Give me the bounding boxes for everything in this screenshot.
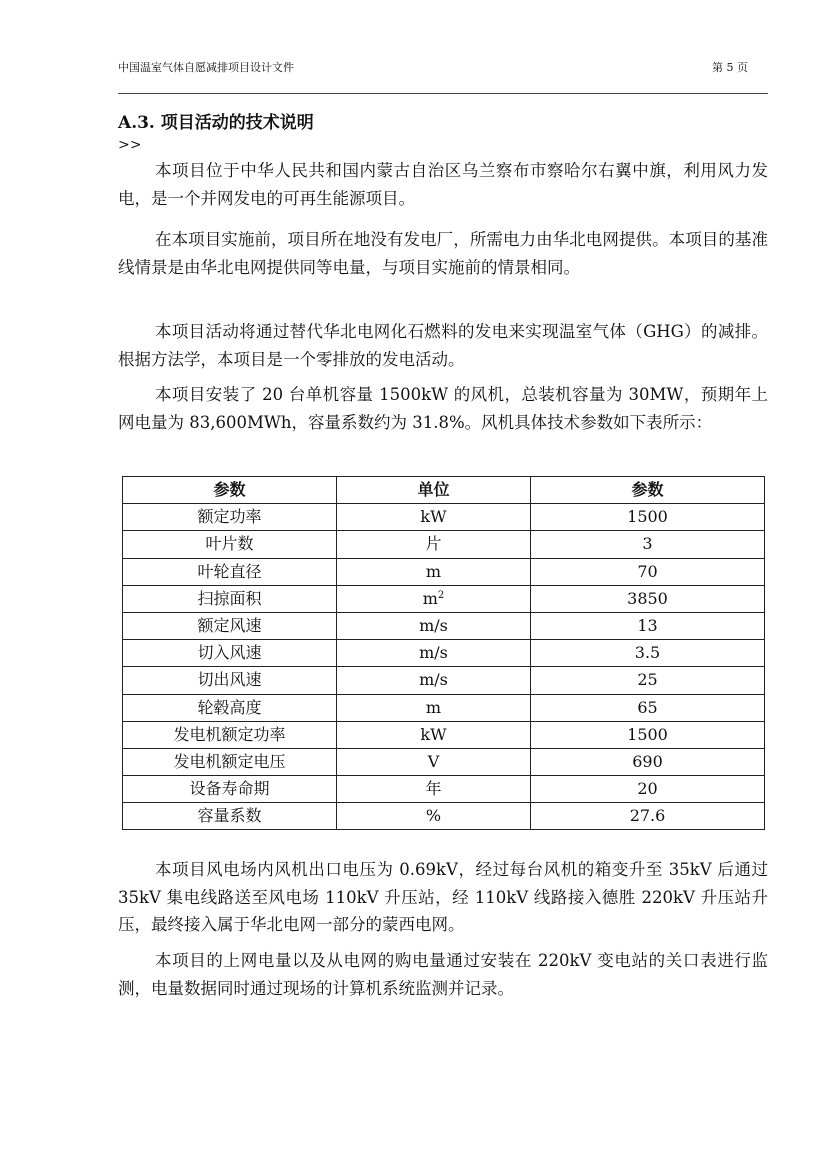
value-cell: 1500 <box>531 504 765 531</box>
unit-text: m/s <box>419 670 448 690</box>
table-row <box>123 776 765 803</box>
paragraph-grid-connection: 本项目风电场内风机出口电压为 0.69kV，经过每台风机的箱变升至 35kV 后通过 35kV 集电线路送至风电场 110kV 升压站，经 110kV 线路接入德胜 220kV 升压站升压，最终接入属于华北电网一部分的蒙西电网。 <box>118 860 768 934</box>
parameter-name-cell: 设备寿命期 <box>123 776 337 803</box>
paragraph-baseline: 在本项目实施前，项目所在地没有发电厂，所需电力由华北电网提供。本项目的基准线情景是由华北电网提供同等电量，与项目实施前的情景相同。 <box>118 230 768 277</box>
unit-text: kW <box>420 724 447 744</box>
parameter-name-cell: 额定风速 <box>123 612 337 639</box>
unit-text: 片 <box>425 534 442 554</box>
paragraph-emission-reduction: 本项目活动将通过替代华北电网化石燃料的发电来实现温室气体（GHG）的减排。根据方法学，本项目是一个零排放的发电活动。 <box>118 322 768 369</box>
unit-cell <box>337 694 531 721</box>
value-cell: 1500 <box>531 721 765 748</box>
header-parameter: 参数 <box>123 477 337 504</box>
header-divider <box>118 93 768 94</box>
value-cell: 3850 <box>531 585 765 612</box>
table-body <box>123 504 765 830</box>
unit-cell <box>337 640 531 667</box>
parameter-name-cell: 叶片数 <box>123 531 337 558</box>
value-cell: 65 <box>531 694 765 721</box>
unit-text: V <box>427 751 440 771</box>
table-row <box>123 612 765 639</box>
parameter-name-cell: 轮毂高度 <box>123 694 337 721</box>
paragraph-monitoring: 本项目的上网电量以及从电网的购电量通过安装在 220kV 变电站的关口表进行监测，电量数据同时通过现场的计算机系统监测并记录。 <box>118 951 768 998</box>
table-row <box>123 721 765 748</box>
unit-text: m/s <box>419 643 448 663</box>
table-row <box>123 504 765 531</box>
table-row <box>123 558 765 585</box>
unit-cell <box>337 776 531 803</box>
unit-text: kW <box>420 507 447 527</box>
value-cell: 3 <box>531 531 765 558</box>
unit-cell <box>337 558 531 585</box>
unit-cell <box>337 667 531 694</box>
turbine-parameters-table <box>122 476 765 830</box>
unit-text: m <box>425 697 442 717</box>
parameter-name-cell: 发电机额定功率 <box>123 721 337 748</box>
parameter-name-cell: 容量系数 <box>123 803 337 830</box>
unit-text: 年 <box>425 779 442 799</box>
table-row <box>123 531 765 558</box>
parameter-name-cell: 额定功率 <box>123 504 337 531</box>
table-row <box>123 667 765 694</box>
value-cell: 690 <box>531 748 765 775</box>
unit-cell <box>337 585 531 612</box>
parameter-name-cell: 叶轮直径 <box>123 558 337 585</box>
parameter-name-cell: 切出风速 <box>123 667 337 694</box>
parameter-name-cell: 切入风速 <box>123 640 337 667</box>
unit-text: m/s <box>419 616 448 636</box>
table-header-row <box>123 477 765 504</box>
unit-text: m <box>425 561 442 581</box>
page-number: 第 5 页 <box>712 61 748 74</box>
unit-cell <box>337 803 531 830</box>
unit-superscript: 2 <box>437 589 445 601</box>
table-row <box>123 803 765 830</box>
value-cell: 27.6 <box>531 803 765 830</box>
parameter-name-cell: 扫掠面积 <box>123 585 337 612</box>
unit-cell <box>337 748 531 775</box>
value-cell: 13 <box>531 612 765 639</box>
parameter-name-cell: 发电机额定电压 <box>123 748 337 775</box>
unit-cell <box>337 721 531 748</box>
unit-cell <box>337 612 531 639</box>
section-heading: A.3. 项目活动的技术说明 <box>118 113 314 133</box>
unit-cell <box>337 504 531 531</box>
value-cell: 3.5 <box>531 640 765 667</box>
document-title: 中国温室气体自愿减排项目设计文件 <box>118 61 294 74</box>
unit-cell <box>337 531 531 558</box>
value-cell: 20 <box>531 776 765 803</box>
table-row <box>123 748 765 775</box>
table-row <box>123 640 765 667</box>
unit-text: m <box>422 588 438 608</box>
paragraph-location: 本项目位于中华人民共和国内蒙古自治区乌兰察布市察哈尔右翼中旗，利用风力发电，是一个并网发电的可再生能源项目。 <box>118 161 768 208</box>
section-marker: >> <box>118 137 142 153</box>
value-cell: 70 <box>531 558 765 585</box>
table-row <box>123 585 765 612</box>
header-unit: 单位 <box>337 477 531 504</box>
table-row <box>123 694 765 721</box>
header-value: 参数 <box>531 477 765 504</box>
unit-text: % <box>425 806 442 826</box>
paragraph-installation: 本项目安装了 20 台单机容量 1500kW 的风机，总装机容量为 30MW，预期年上网电量为 83,600MWh，容量系数约为 31.8%。风机具体技术参数如下表所示： <box>118 385 768 432</box>
value-cell: 25 <box>531 667 765 694</box>
page-header <box>118 58 768 78</box>
